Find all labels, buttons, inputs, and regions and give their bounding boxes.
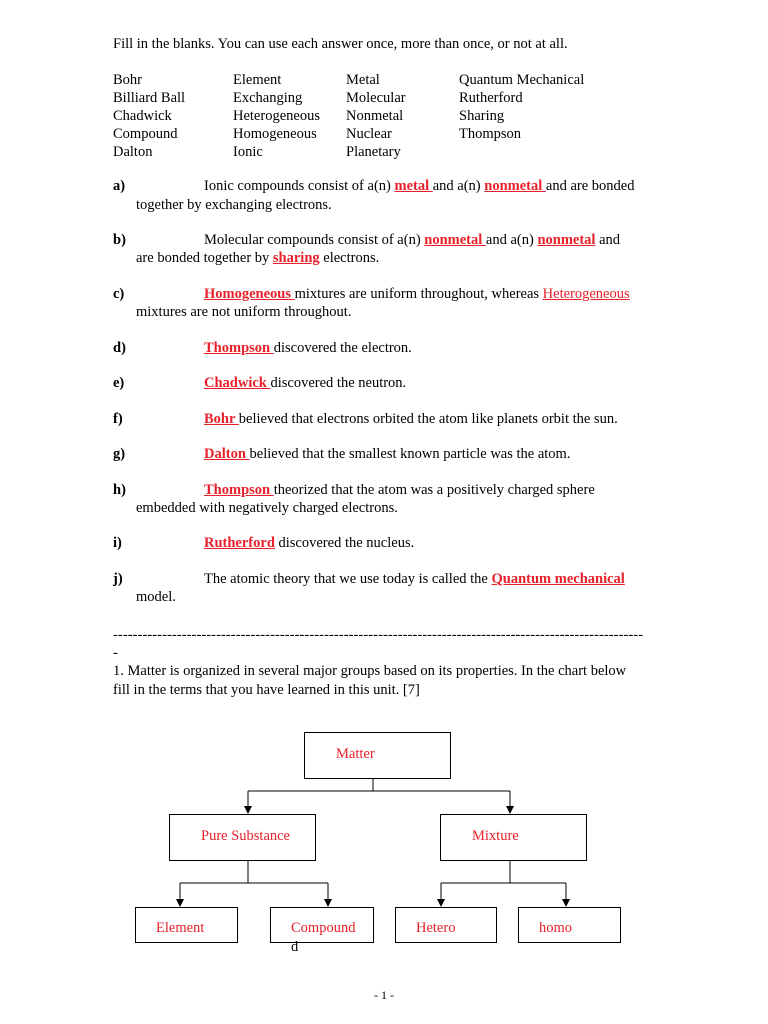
answer-blank: Dalton [204, 446, 250, 462]
word-bank-item: Heterogeneous [233, 108, 320, 124]
question-text-part: Molecular compounds consist of a(n) [204, 232, 425, 248]
word-bank-item: Element [233, 72, 282, 88]
answer-blank: Heterogeneous [542, 286, 630, 302]
word-bank-item: Sharing [459, 108, 505, 124]
word-bank-item: Bohr [113, 72, 142, 88]
word-bank-item: Exchanging [233, 90, 303, 106]
element-label: Element [156, 920, 205, 936]
word-bank-item: Compound [113, 126, 178, 142]
hetero-box [395, 907, 497, 943]
answer-blank: metal [394, 178, 433, 194]
question-label: e) [113, 375, 125, 391]
word-bank-item: Ionic [233, 144, 263, 160]
answer-blank: Quantum mechanical [491, 571, 625, 587]
question-label: f) [113, 411, 123, 427]
answer-blank: nonmetal [537, 232, 596, 248]
word-bank-item: Chadwick [113, 108, 172, 124]
word-bank-item: Billiard Ball [113, 90, 186, 106]
question-label: a) [113, 178, 126, 194]
question-label: g) [113, 446, 126, 462]
question-text-part: The atomic theory that we use today is called the [204, 571, 492, 587]
answer-blank: Bohr [204, 411, 239, 427]
question-text-part: Ionic compounds consist of a(n) [204, 178, 395, 194]
compound-label: Compound [291, 920, 356, 936]
question-text-part: theorized that the atom was a positively charged sphere [273, 482, 595, 498]
answer-blank: Chadwick [204, 375, 271, 391]
answer-blank: nonmetal [424, 232, 486, 248]
question-text-part: and a(n) [485, 232, 538, 248]
question-text-part: electrons. [319, 250, 380, 266]
question-text-part: and are bonded [545, 178, 635, 194]
element-box [135, 907, 238, 943]
question-1-line2: fill in the terms that you have learned in this unit. [7] [113, 682, 420, 698]
compound-overflow-text: d [291, 939, 299, 955]
answer-blank: nonmetal [484, 178, 546, 194]
question-text-part: believed that the smallest known particle was the atom. [249, 446, 571, 462]
question-text-line2: embedded with negatively charged electrons. [136, 500, 398, 516]
dashed-divider: ------------------------------------------------------------------------------------------------------------ [113, 627, 644, 643]
question-label: i) [113, 535, 122, 551]
question-text-part: believed that electrons orbited the atom like planets orbit the sun. [238, 411, 618, 427]
question-text-part: discovered the neutron. [270, 375, 407, 391]
answer-blank: sharing [272, 250, 320, 266]
compound-box [270, 907, 374, 955]
question-text-line2: together by exchanging electrons. [136, 197, 332, 213]
question-text-line2: mixtures are not uniform throughout. [136, 304, 352, 320]
question-text-part: and a(n) [432, 178, 485, 194]
word-bank-item: Nuclear [346, 126, 392, 142]
question-text-part: discovered the electron. [273, 340, 412, 356]
word-bank-item: Dalton [113, 144, 153, 160]
question-label: h) [113, 482, 126, 498]
word-bank-item: Molecular [346, 90, 406, 106]
word-bank-item: Quantum Mechanical [459, 72, 585, 88]
mixture-label: Mixture [472, 828, 519, 844]
answer-blank: Thompson [204, 482, 274, 498]
pure-substance-box [169, 814, 316, 861]
question-label: c) [113, 286, 125, 302]
answer-blank: Homogeneous [204, 286, 295, 302]
dashed-divider-tail: - [113, 645, 118, 661]
word-bank-item: Metal [346, 72, 380, 88]
word-bank-item: Planetary [346, 144, 401, 160]
matter-label: Matter [336, 746, 375, 762]
mixture-box [440, 814, 587, 861]
answer-blank: Rutherford [204, 535, 275, 551]
question-1-line1: 1. Matter is organized in several major groups based on its properties. In the chart below [113, 663, 627, 679]
answer-blank: Thompson [204, 340, 274, 356]
homo-label: homo [539, 920, 573, 936]
question-text-line2: model. [136, 589, 176, 605]
question-text-part: are bonded together by [136, 250, 273, 266]
question-text-part: discovered the nucleus. [274, 535, 415, 551]
matter-box [304, 732, 451, 779]
question-label: b) [113, 232, 126, 248]
page-number: - 1 - [374, 988, 394, 1002]
pure-substance-label: Pure Substance [201, 828, 290, 844]
word-bank-item: Rutherford [459, 90, 523, 106]
homo-box [518, 907, 621, 943]
word-bank-item: Nonmetal [346, 108, 404, 124]
question-text-part: and [595, 232, 620, 248]
instructions: Fill in the blanks. You can use each answer once, more than once, or not at all. [113, 36, 568, 52]
hetero-label: Hetero [416, 920, 456, 936]
word-bank-item: Thompson [459, 126, 522, 142]
question-label: d) [113, 340, 126, 356]
word-bank-item: Homogeneous [233, 126, 317, 142]
question-label: j) [113, 571, 123, 587]
question-text-part: mixtures are uniform throughout, whereas [294, 286, 543, 302]
